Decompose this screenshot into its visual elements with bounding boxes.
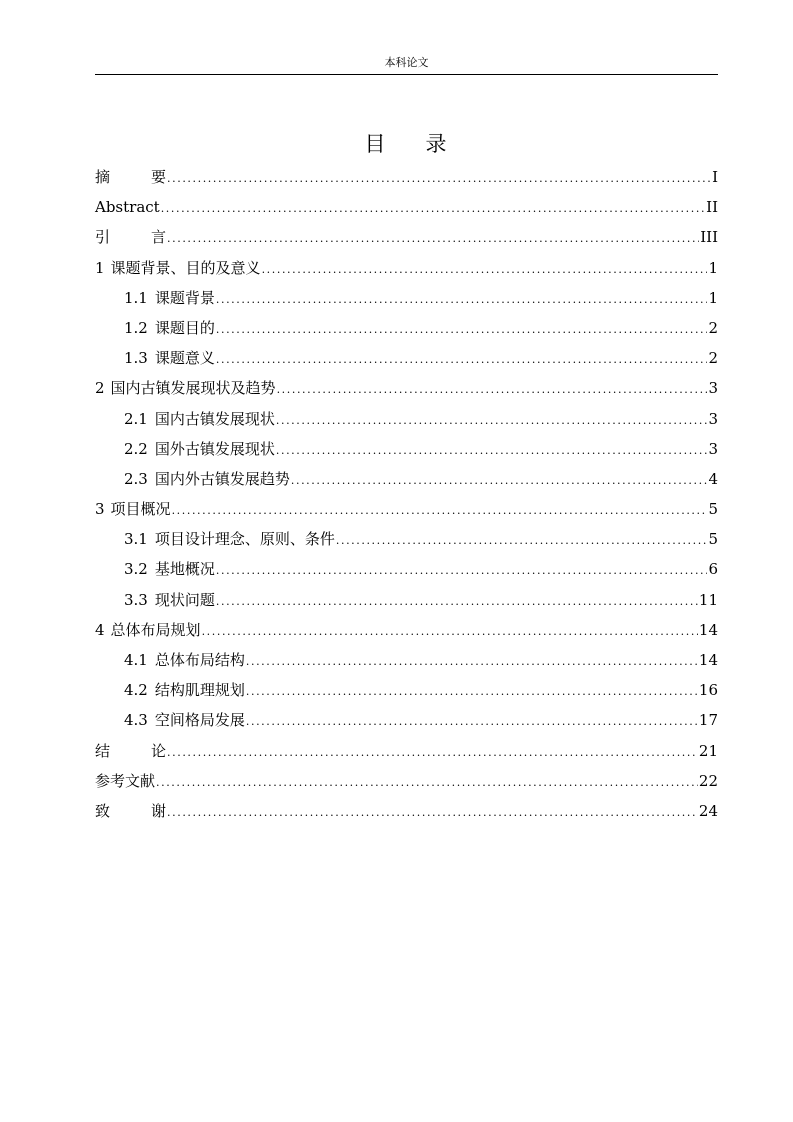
toc-leader-dots — [291, 466, 708, 496]
toc-entry[interactable] — [95, 585, 718, 615]
toc-entry-page: 16 — [698, 681, 718, 700]
toc-entry-label — [124, 675, 245, 705]
toc-entry-number: 1.3 — [124, 349, 148, 368]
toc-entry-label — [124, 645, 245, 675]
toc-leader-dots — [277, 375, 708, 405]
toc-leader-dots — [216, 587, 698, 617]
toc-entry-page: 14 — [698, 620, 718, 639]
toc-entry-label-right: 要 — [151, 168, 167, 186]
toc-entry-number: 1.2 — [124, 318, 148, 337]
toc-entry[interactable] — [95, 222, 718, 252]
toc-entry-text: 总体布局结构 — [154, 651, 245, 669]
toc-entry[interactable] — [95, 524, 718, 554]
toc-entry-number: 2.2 — [124, 439, 148, 458]
toc-entry[interactable] — [95, 494, 718, 524]
toc-entry-page: 2 — [708, 349, 718, 368]
toc-entry-text: 课题背景、目的及意义 — [110, 258, 261, 277]
toc-entry-label-left: 摘 — [95, 168, 111, 186]
toc-leader-dots — [167, 798, 698, 828]
toc-entry-page: 3 — [708, 409, 718, 428]
toc-entry-page: 4 — [708, 469, 718, 488]
toc-entry-number: 3.2 — [124, 560, 148, 579]
page-header — [95, 56, 718, 74]
toc-entry[interactable] — [95, 162, 718, 192]
toc-entry-label — [95, 766, 155, 796]
toc-entry[interactable] — [95, 192, 718, 222]
toc-leader-dots — [167, 164, 711, 194]
toc-entry-label — [124, 554, 215, 584]
toc-entry-label — [124, 313, 215, 343]
toc-entry-text: 基地概况 — [154, 560, 215, 579]
toc-entry-label — [124, 705, 245, 735]
toc-entry-number: 1 — [95, 258, 105, 277]
toc-entry-page: III — [700, 228, 718, 247]
toc-entry-number: 4.1 — [124, 651, 148, 669]
toc-leader-dots — [161, 194, 705, 224]
toc-entry-number: 3 — [95, 500, 105, 519]
toc-entry-text: 项目概况 — [110, 500, 171, 519]
toc-title-left: 目 — [364, 132, 388, 156]
toc-leader-dots — [216, 285, 708, 315]
toc-entry-label — [95, 253, 261, 283]
toc-entry-page: 3 — [708, 439, 718, 458]
toc-entry-page: II — [706, 198, 718, 217]
toc-leader-dots — [156, 768, 698, 798]
toc-entry-label-right: 言 — [151, 228, 167, 247]
toc-leader-dots — [216, 556, 708, 586]
toc-leader-dots — [172, 496, 708, 526]
toc-title-right: 录 — [425, 132, 449, 156]
toc-entry[interactable] — [95, 645, 718, 675]
toc-leader-dots — [246, 647, 698, 677]
toc-entry-label — [124, 585, 215, 615]
toc-entry-text: Abstract — [95, 198, 160, 217]
toc-entry-page: 3 — [708, 379, 718, 398]
toc-entry-label — [95, 222, 166, 252]
toc-leader-dots — [216, 315, 708, 345]
toc-entry-text: 国内古镇发展现状及趋势 — [110, 379, 276, 398]
toc-leader-dots — [246, 677, 698, 707]
toc-entry-text: 项目设计理念、原则、条件 — [154, 530, 335, 549]
toc-entry-label — [95, 192, 160, 222]
toc-entry-page: 6 — [708, 560, 718, 579]
toc-entry-label — [124, 404, 275, 434]
toc-entry-label-left: 致 — [95, 801, 111, 820]
toc-entry-label — [95, 162, 166, 192]
toc-leader-dots — [167, 224, 699, 254]
toc-entry[interactable] — [95, 313, 718, 343]
toc-entry-text: 国内古镇发展现状 — [154, 409, 275, 428]
toc-entry-label-left: 引 — [95, 228, 111, 247]
toc-entry-text: 课题背景 — [154, 288, 215, 307]
toc-entry[interactable] — [95, 766, 718, 796]
toc-entry-label — [124, 524, 335, 554]
toc-entry-number: 4.2 — [124, 681, 148, 700]
toc-entry[interactable] — [95, 796, 718, 826]
toc-entry-text: 课题目的 — [154, 318, 215, 337]
toc-entry-page: 17 — [698, 711, 718, 730]
header-rule — [95, 74, 718, 75]
toc-entry-label-right: 论 — [151, 741, 167, 760]
toc-entry-number: 2.1 — [124, 409, 148, 428]
toc-entry-number: 3.3 — [124, 590, 148, 609]
toc-leader-dots — [167, 738, 698, 768]
toc-entry[interactable] — [95, 404, 718, 434]
toc-entry-page: 22 — [698, 771, 718, 790]
toc-entry-text: 国内外古镇发展趋势 — [154, 469, 290, 488]
toc-entry[interactable] — [95, 675, 718, 705]
toc-leader-dots — [276, 406, 708, 436]
toc-entry-label — [95, 494, 171, 524]
toc-entry-label — [95, 615, 201, 645]
toc-entry[interactable] — [95, 343, 718, 373]
toc-entry-text: 参考文献 — [95, 771, 156, 790]
toc-entry-page: 1 — [708, 258, 718, 277]
toc-entry-number: 1.1 — [124, 288, 148, 307]
toc-entry-label-left: 结 — [95, 741, 111, 760]
toc-entry-page: 5 — [708, 530, 718, 549]
toc-entry-page: 2 — [708, 318, 718, 337]
toc-entry-label — [95, 373, 276, 403]
toc-entry[interactable] — [95, 554, 718, 584]
toc-leader-dots — [216, 345, 708, 375]
toc-entry-label — [124, 464, 290, 494]
toc-entry[interactable] — [95, 373, 718, 403]
toc-leader-dots — [262, 255, 708, 285]
toc-entry-number: 4 — [95, 620, 105, 639]
toc-entry-label-right: 谢 — [151, 801, 167, 820]
toc-entry-number: 4.3 — [124, 711, 148, 730]
toc-entry[interactable] — [95, 705, 718, 735]
toc-entry-page: 5 — [708, 500, 718, 519]
toc-entry[interactable] — [95, 615, 718, 645]
toc-entry-text: 空间格局发展 — [154, 711, 245, 730]
toc-entry-text: 现状问题 — [154, 590, 215, 609]
toc-entry-page: 21 — [698, 741, 718, 760]
toc-entry-text: 课题意义 — [154, 349, 215, 368]
toc-entry[interactable] — [95, 434, 718, 464]
toc-title — [95, 130, 718, 158]
toc-entry[interactable] — [95, 253, 718, 283]
toc-entry-label — [124, 283, 215, 313]
toc-entry-text: 结构肌理规划 — [154, 681, 245, 700]
toc-entry-text: 总体布局规划 — [110, 620, 201, 639]
toc-entry-page: I — [712, 168, 718, 186]
toc-entry-label — [124, 343, 215, 373]
toc-entry[interactable] — [95, 736, 718, 766]
toc-entry-label — [95, 736, 166, 766]
toc-list — [95, 162, 718, 826]
toc-entry-number: 2 — [95, 379, 105, 398]
toc-entry-label — [124, 434, 275, 464]
toc-entry-page: 1 — [708, 288, 718, 307]
toc-leader-dots — [202, 617, 698, 647]
toc-entry-number: 2.3 — [124, 469, 148, 488]
header-title: 本科论文 — [384, 56, 429, 69]
toc-entry-number: 3.1 — [124, 530, 148, 549]
toc-leader-dots — [276, 436, 708, 466]
toc-entry-page: 24 — [698, 801, 718, 820]
toc-entry-label — [95, 796, 166, 826]
toc-entry-page: 14 — [698, 651, 718, 669]
toc-entry-page: 11 — [698, 590, 718, 609]
toc-leader-dots — [336, 526, 708, 556]
toc-entry[interactable] — [95, 464, 718, 494]
toc-leader-dots — [246, 707, 698, 737]
toc-entry[interactable] — [95, 283, 718, 313]
toc-entry-text: 国外古镇发展现状 — [154, 439, 275, 458]
